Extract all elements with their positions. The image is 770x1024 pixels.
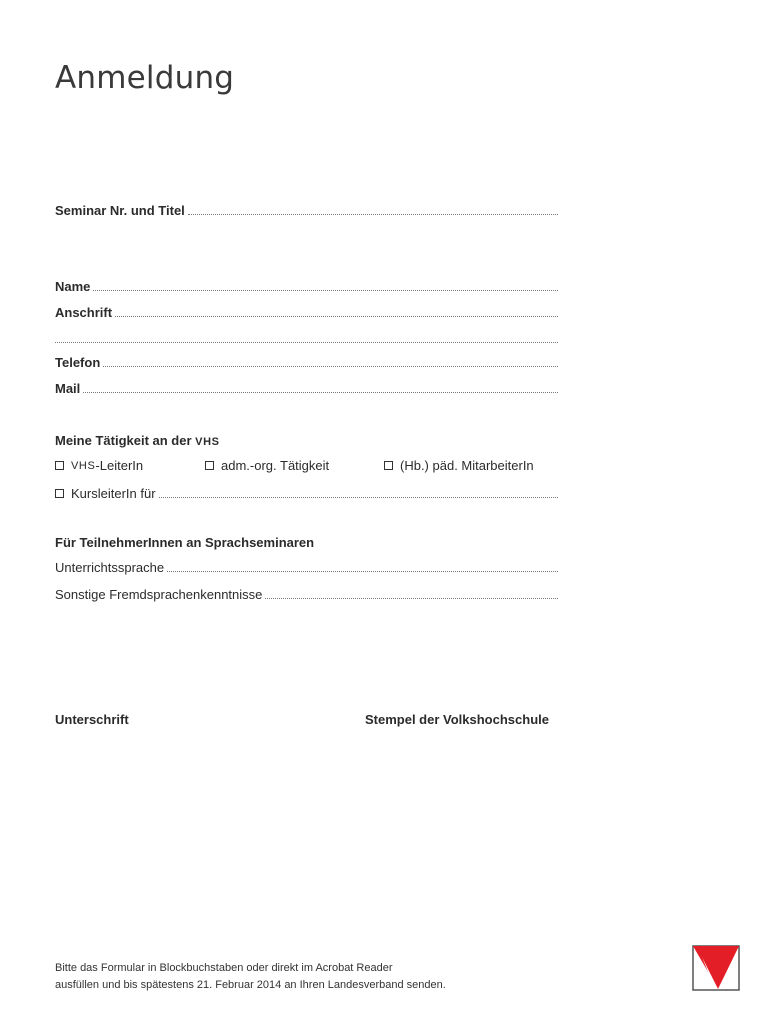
address-label: Anschrift (55, 305, 113, 320)
kurs-row (55, 483, 558, 501)
vhs-prefix: VHS (71, 459, 96, 472)
kurs-label: KursleiterIn für (71, 486, 156, 501)
paed-label: (Hb.) päd. MitarbeiterIn (400, 458, 534, 473)
mail-row (55, 378, 558, 396)
address-field-2[interactable] (55, 339, 558, 343)
language-label: Unterrichtssprache (55, 560, 165, 575)
checkbox-vhs-leiter[interactable] (55, 458, 143, 473)
checkbox-adm[interactable] (205, 458, 329, 473)
signature-label: Unterschrift (55, 712, 129, 727)
language-field[interactable] (167, 568, 558, 572)
checkbox-paed[interactable] (384, 458, 534, 473)
footer-line-2: ausfüllen und bis spätestens 21. Februar 2014 an Ihren Landesverband senden. (55, 979, 446, 991)
checkbox-icon[interactable] (55, 489, 64, 498)
other-language-row (55, 584, 558, 602)
seminar-label: Seminar Nr. und Titel (55, 203, 185, 218)
mail-label: Mail (55, 381, 81, 396)
address-row-2 (55, 328, 558, 346)
language-row (55, 557, 558, 575)
phone-row (55, 352, 558, 370)
footer-line-1: Bitte das Formular in Blockbuchstaben oder direkt im Acrobat Reader (55, 962, 393, 974)
kurs-field[interactable] (159, 494, 558, 498)
activity-heading-text: Meine Tätigkeit an der (55, 433, 196, 448)
name-label: Name (55, 279, 91, 294)
vhs-leiter-label: -LeiterIn (95, 458, 144, 473)
checkbox-icon[interactable] (205, 461, 214, 470)
address-field[interactable] (115, 313, 558, 317)
checkbox-icon[interactable] (55, 461, 64, 470)
activity-heading (55, 433, 220, 448)
seminar-field[interactable] (188, 211, 558, 215)
footer-note (55, 960, 446, 994)
checkbox-kurs[interactable] (55, 486, 159, 501)
other-language-field[interactable] (265, 595, 558, 599)
phone-label: Telefon (55, 355, 101, 370)
activity-heading-vhs: VHS (195, 436, 220, 448)
phone-field[interactable] (103, 363, 558, 367)
page-title: Anmeldung (55, 60, 235, 96)
other-language-label: Sonstige Fremdsprachenkenntnisse (55, 587, 263, 602)
checkbox-icon[interactable] (384, 461, 393, 470)
vhs-logo (692, 945, 740, 991)
name-row (55, 276, 558, 294)
stamp-label: Stempel der Volkshochschule (365, 712, 549, 727)
language-heading: Für TeilnehmerInnen an Sprachseminaren (55, 535, 315, 550)
adm-label: adm.-org. Tätigkeit (221, 458, 330, 473)
mail-field[interactable] (83, 389, 558, 393)
name-field[interactable] (93, 287, 558, 291)
seminar-row (55, 200, 558, 218)
address-row (55, 302, 558, 320)
